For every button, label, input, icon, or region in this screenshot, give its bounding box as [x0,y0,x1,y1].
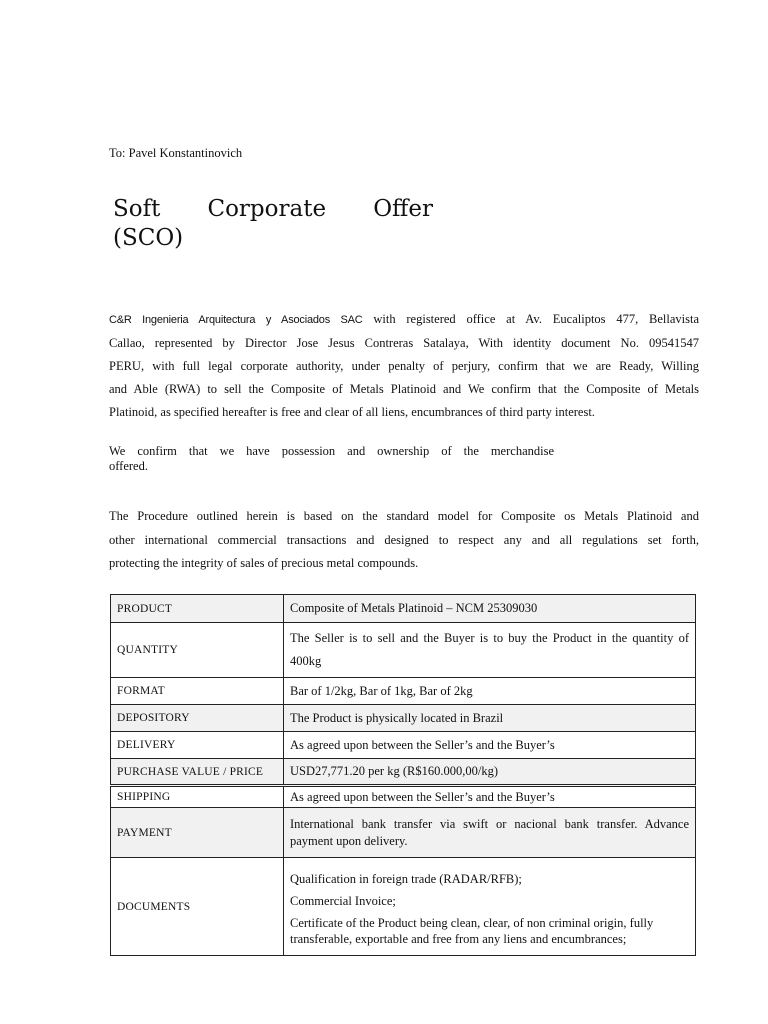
recipient-line: To: Pavel Konstantinovich [109,146,243,160]
paragraph-line: protecting the integrity of sales of precious metal compounds. [109,556,419,570]
paragraph-line: and Able (RWA) to sell the Composite of Metals Platinoid and We confirm that the Composite of Metals [109,382,699,396]
table-row [111,732,696,759]
row-value: The Product is physically located in Brazil [284,705,696,732]
row-value: USD27,771.20 per kg (R$160.000,00/kg) [284,759,696,786]
table-row [111,623,696,678]
row-value [284,858,696,956]
paragraph-line: PERU, with full legal corporate authority, under penalty of perjury, confirm that we are Ready, Willing [109,359,699,373]
company-name: C&R Ingenieria Arquitectura y Asociados SAC [109,314,363,326]
document-item: Certificate of the Product being clean, clear, of non criminal origin, fully transferable, exportable and free from any liens and encumbrances; [290,915,654,946]
row-value: Bar of 1/2kg, Bar of 1kg, Bar of 2kg [284,678,696,705]
row-key: PURCHASE VALUE / PRICE [111,759,284,786]
row-value: Composite of Metals Platinoid – NCM 25309030 [284,595,696,623]
row-key: DEPOSITORY [111,705,284,732]
row-key: DOCUMENTS [111,858,284,956]
row-key: PAYMENT [111,808,284,858]
title-word-3: Offer [373,196,433,222]
offer-terms-table [110,594,696,956]
table-row [111,858,696,956]
row-value: As agreed upon between the Seller’s and the Buyer’s [284,732,696,759]
table-row [111,759,696,786]
company-statement-paragraph: C&R Ingenieria Arquitectura y Asociados SAC with registered office at Av. Eucaliptos 477, Bellavista Callao, represented by Director Jose Jesus Contreras Satalaya, With identity document No. 09541547 PERU, with full legal corporate authority, under penalty of perjury, confirm that we are Ready, Willing and Able (RWA) to sell the Composite of Metals Platinoid and We confirm that the Composite of Metals Platinoid, as specified hereafter is free and clear of all liens, encumbrances of third party interest. [109,308,699,424]
document-title [113,195,433,253]
paragraph-line: Platinoid, as specified hereafter is free and clear of all liens, encumbrances of third party interest. [109,405,595,419]
row-key: SHIPPING [111,786,284,808]
row-key: QUANTITY [111,623,284,678]
document-item: Qualification in foreign trade (RADAR/RFB); [290,871,522,886]
title-abbreviation: (SCO) [113,225,184,251]
row-key: DELIVERY [111,732,284,759]
paragraph-line: The Procedure outlined herein is based on the standard model for Composite os Metals Platinoid and [109,509,699,523]
table-row [111,786,696,808]
row-value: As agreed upon between the Seller’s and the Buyer’s [284,786,696,808]
row-value: International bank transfer via swift or nacional bank transfer. Advance payment upon delivery. [284,808,696,858]
table-row [111,678,696,705]
table-row [111,808,696,858]
procedure-paragraph [109,505,699,576]
paragraph-line: offered. [109,459,148,473]
row-value: The Seller is to sell and the Buyer is to buy the Product in the quantity of 400kg [284,623,696,678]
ownership-paragraph [109,444,554,474]
title-word-1: Soft [113,196,161,222]
document-item: Commercial Invoice; [290,893,396,908]
title-word-2: Corporate [207,196,327,222]
paragraph-line: We confirm that we have possession and ownership of the merchandise [109,444,554,458]
row-key: FORMAT [111,678,284,705]
table-row [111,595,696,623]
paragraph-line: other international commercial transactions and designed to respect any and all regulations set forth, [109,532,699,547]
row-key: PRODUCT [111,595,284,623]
paragraph-line: Callao, represented by Director Jose Jesus Contreras Satalaya, With identity document No. 09541547 [109,336,699,350]
table-row [111,705,696,732]
